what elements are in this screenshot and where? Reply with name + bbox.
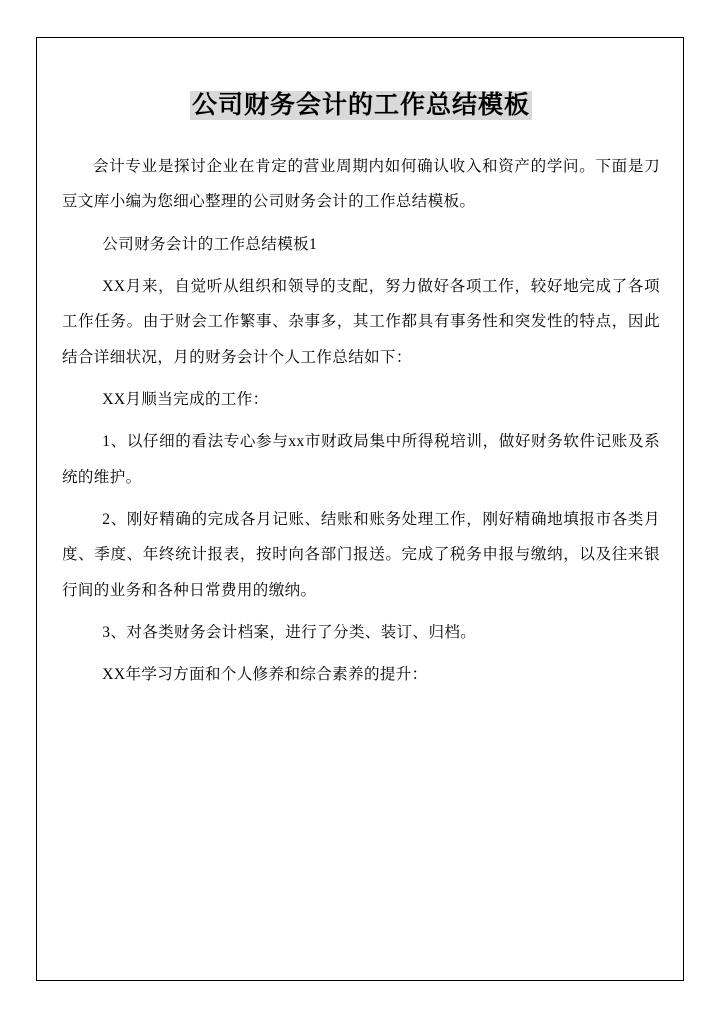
paragraph-spacer-2 [62, 262, 660, 269]
paragraph-item-1: 1、以仔细的看法专心参与xx市财政局集中所得税培训，做好财务软件记账及系统的维护。 [62, 433, 660, 486]
document-content [62, 70, 660, 693]
paragraph-spacer-7 [62, 650, 660, 657]
paragraph-body-1: XX月来，自觉听从组织和领导的支配，努力做好各项工作，较好地完成了各项工作任务。由于财会工作繁事、杂事多，其工作都具有事务性和突发性的特点，因此结合详细状况，月的财务会计个人工作总结如下： [62, 277, 660, 366]
page-title [62, 88, 660, 123]
paragraph-body-3: XX年学习方面和个人修养和综合素养的提升： [102, 666, 428, 684]
paragraph-spacer-3 [62, 375, 660, 382]
paragraph-item-2: 2、刚好精确的完成各月记账、结账和账务处理工作，刚好精确地填报市各类月度、季度、年终统计报表，按时向各部门报送。完成了税务申报与缴纳，以及往来银行间的业务和各种日常费用的缴纳。 [62, 510, 660, 599]
paragraph-intro: 会计专业是探讨企业在肯定的营业周期内如何确认收入和资产的学问。下面是刀豆文库小编为您细心整理的公司财务会计的工作总结模板。 [62, 158, 660, 211]
paragraph-spacer-1 [62, 220, 660, 227]
paragraph-item-3: 3、对各类财务会计档案，进行了分类、装订、归档。 [102, 623, 477, 641]
paragraph-body-2: XX月顺当完成的工作： [102, 390, 269, 408]
paragraph-spacer-4 [62, 417, 660, 424]
page-title-text: 公司财务会计的工作总结模板 [191, 92, 530, 119]
paragraph-spacer-5 [62, 495, 660, 502]
paragraph-section-heading-1: 公司财务会计的工作总结模板1 [102, 235, 318, 253]
paragraph-spacer-6 [62, 608, 660, 615]
title-spacer [62, 123, 660, 149]
